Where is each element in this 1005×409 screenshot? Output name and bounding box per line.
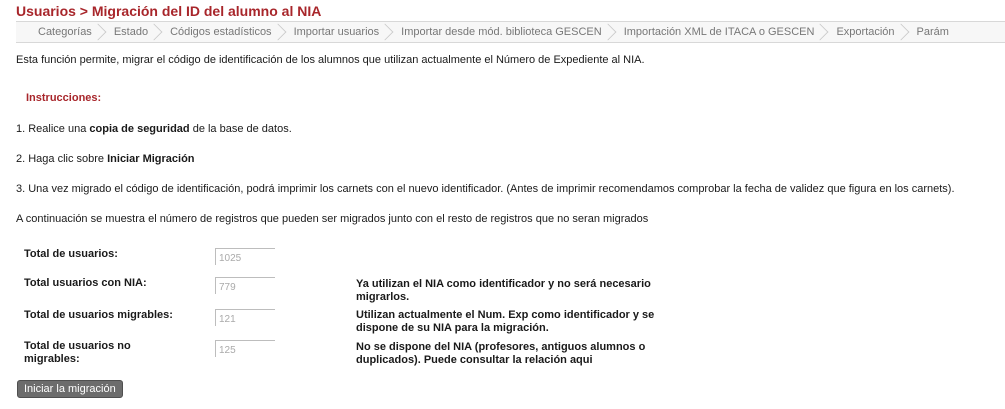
breadcrumb-item-importar-usuarios[interactable]: Importar usuarios (285, 22, 393, 42)
breadcrumb (16, 21, 1005, 43)
breadcrumb-item-importar-biblioteca-gescen[interactable]: Importar desde mód. biblioteca GESCEN (392, 22, 615, 42)
step-1-bold: copia de seguridad (89, 123, 190, 135)
breadcrumb-item-categorias[interactable]: Categorías (16, 22, 105, 42)
step-1-prefix: 1. Realice una (16, 123, 90, 135)
stat-desc-usuarios-con-nia: Ya utilizan el NIA como identificador y no será necesario migrarlos. (356, 278, 651, 303)
page-title: Usuarios > Migración del ID del alumno al NIA (16, 3, 322, 19)
step-2-prefix: 2. Haga clic sobre (16, 153, 108, 165)
instructions-heading: Instrucciones: (26, 92, 102, 104)
instruction-step-2 (16, 153, 195, 165)
summary-intro: A continuación se muestra el número de registros que pueden ser migrados junto con el resto de registros que no seran migrados (16, 213, 649, 225)
stat-label-usuarios-no-migrables: Total de usuarios no migrables: (24, 340, 131, 365)
breadcrumb-item-estado[interactable]: Estado (105, 22, 161, 42)
usuarios-con-nia-field (215, 277, 275, 294)
intro-text: Esta función permite, migrar el código de identificación de los alumnos que utilizan actualmente el Número de Expediente al NIA. (16, 54, 645, 66)
step-1-suffix: de la base de datos. (189, 123, 292, 135)
instruction-step-3: 3. Una vez migrado el código de identificación, podrá imprimir los carnets con el nuevo identificador. (Antes de imprimir recomendamos comprobar la fecha de validez que figura en los carnets). (16, 183, 955, 195)
stat-label-usuarios-migrables: Total de usuarios migrables: (24, 309, 173, 321)
instruction-step-1 (16, 123, 292, 135)
usuarios-no-migrables-field (215, 340, 275, 357)
breadcrumb-item-exportacion[interactable]: Exportación (827, 22, 907, 42)
step-2-bold: Iniciar Migración (107, 153, 195, 165)
total-usuarios-field (215, 248, 275, 265)
breadcrumb-item-codigos-estadisticos[interactable]: Códigos estadísticos (161, 22, 285, 42)
start-migration-button[interactable]: Iniciar la migración (17, 380, 123, 398)
stat-label-total-usuarios: Total de usuarios: (24, 248, 118, 260)
usuarios-migrables-field (215, 309, 275, 326)
stat-desc-usuarios-no-migrables[interactable]: No se dispone del NIA (profesores, antiguos alumnos o duplicados). Puede consultar la relación aqui (356, 341, 646, 366)
breadcrumb-item-importacion-xml[interactable]: Importación XML de ITACA o GESCEN (615, 22, 828, 42)
stat-desc-usuarios-migrables: Utilizan actualmente el Num. Exp como identificador y se dispone de su NIA para la migración. (356, 309, 655, 334)
breadcrumb-item-parametros[interactable]: Parám (916, 26, 949, 38)
stat-label-usuarios-con-nia: Total usuarios con NIA: (24, 277, 147, 289)
